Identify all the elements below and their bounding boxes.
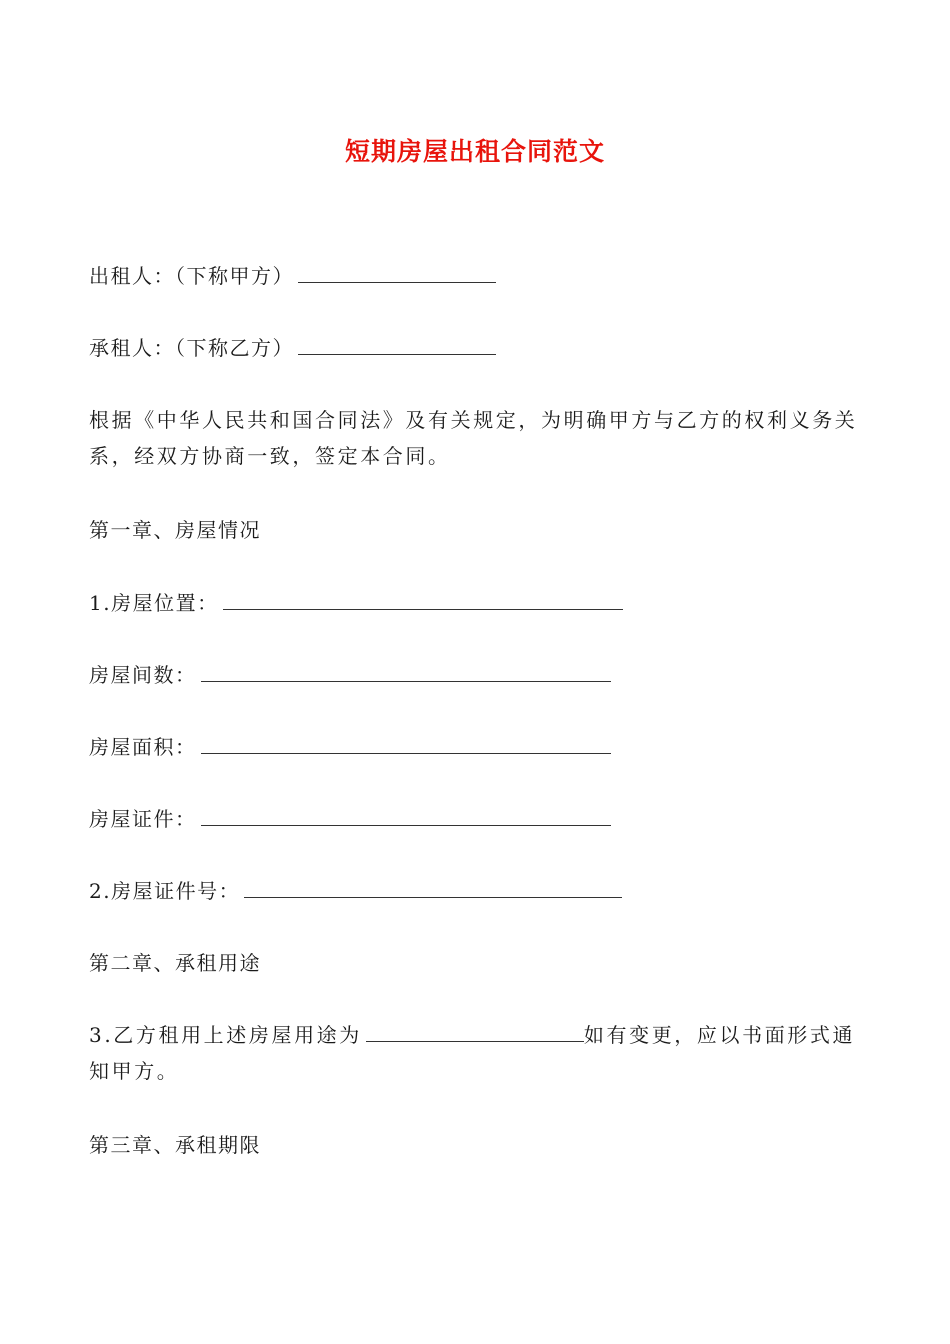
area-blank[interactable] <box>201 735 611 754</box>
cert-number-blank[interactable] <box>244 879 622 898</box>
intro-paragraph: 根据《中华人民共和国合同法》及有关规定，为明确甲方与乙方的权利义务关系，经双方协商一致，签定本合同。 <box>89 408 858 468</box>
house-location-line <box>89 585 623 621</box>
certificate-label: 房屋证件： <box>89 807 197 831</box>
usage-paragraph <box>89 1017 864 1089</box>
lessor-label: 出租人：（下称甲方） <box>89 264 294 288</box>
cert-number-label: 2.房屋证件号： <box>89 879 241 903</box>
rooms-line <box>89 657 611 693</box>
usage-prefix: 3.乙方租用上述房屋用途为 <box>89 1023 362 1047</box>
rooms-blank[interactable] <box>201 663 611 682</box>
chapter1-heading: 第一章、房屋情况 <box>89 518 261 542</box>
certificate-line <box>89 801 611 837</box>
chapter3-heading: 第三章、承租期限 <box>89 1133 261 1157</box>
lessor-blank[interactable] <box>298 264 496 283</box>
lessee-line <box>89 330 496 366</box>
certificate-blank[interactable] <box>201 807 611 826</box>
area-label: 房屋面积： <box>89 735 197 759</box>
cert-number-line <box>89 873 622 909</box>
area-line <box>89 729 611 765</box>
document-title: 短期房屋出租合同范文 <box>344 137 605 166</box>
usage-suffix: 如有变更，应以书面形式通知甲方。 <box>89 1023 856 1083</box>
chapter2-heading: 第二章、承租用途 <box>89 951 261 975</box>
usage-blank[interactable] <box>366 1023 584 1042</box>
house-location-label: 1.房屋位置： <box>89 591 219 615</box>
lessee-label: 承租人：（下称乙方） <box>89 336 294 360</box>
lessee-blank[interactable] <box>298 336 496 355</box>
rooms-label: 房屋间数： <box>89 663 197 687</box>
house-location-blank[interactable] <box>223 591 623 610</box>
lessor-line <box>89 258 496 294</box>
